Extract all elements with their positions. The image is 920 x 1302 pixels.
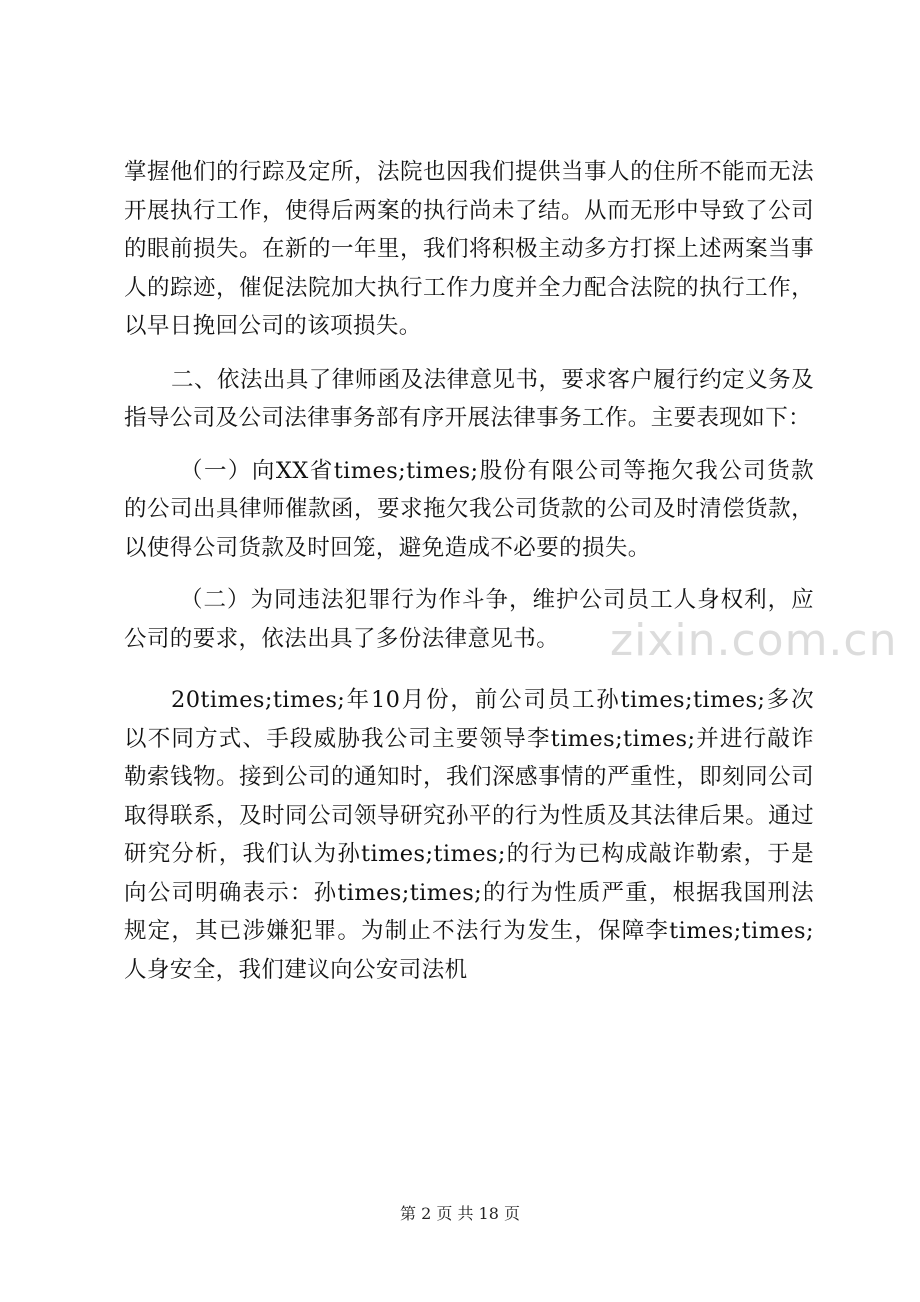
page-footer: 第 2 页 共 18 页 [400, 1204, 520, 1223]
document-body [124, 153, 814, 989]
paragraph-continuation: 掌握他们的行踪及定所，法院也因我们提供当事人的住所不能而无法开展执行工作，使得后两案的执行尚未了结。从而无形中导致了公司的眼前损失。在新的一年里，我们将积极主动多方打探上述两案当事人的踪迹，催促法院加大执行工作力度并全力配合法院的执行工作，以早日挽回公司的该项损失。 [124, 159, 814, 339]
paragraph-section-two: 二、依法出具了律师函及法律意见书，要求客户履行约定义务及指导公司及公司法律事务部有序开展法律事务工作。主要表现如下： [124, 366, 814, 431]
paragraph-item-one: （一）向XX省times;times;股份有限公司等拖欠我公司货款的公司出具律师催款函，要求拖欠我公司货款的公司及时清偿货款，以使得公司货款及时回笼，避免造成不必要的损失。 [124, 457, 814, 561]
paragraph-item-two: （二）为同违法犯罪行为作斗争，维护公司员工人身权利，应公司的要求，依法出具了多份法律意见书。 [124, 587, 814, 652]
paragraph-case-detail: 20times;times;年10月份，前公司员工孙times;times;多次以不同方式、手段威胁我公司主要领导李times;times;并进行敲诈勒索钱物。接到公司的通知时，我们深感事情的严重性，即刻同公司取得联系，及时同公司领导研究孙平的行为性质及其法律后果。通过研究分析，我们认为孙times;times;的行为已构成敲诈勒索，于是向公司明确表示：孙times;times;的行为性质严重，根据我国刑法规定，其已涉嫌犯罪。为制止不法行为发生，保障李times;times;人身安全，我们建议向公安司法机 [124, 687, 814, 983]
watermark: zixin.com.cn [610, 615, 898, 666]
